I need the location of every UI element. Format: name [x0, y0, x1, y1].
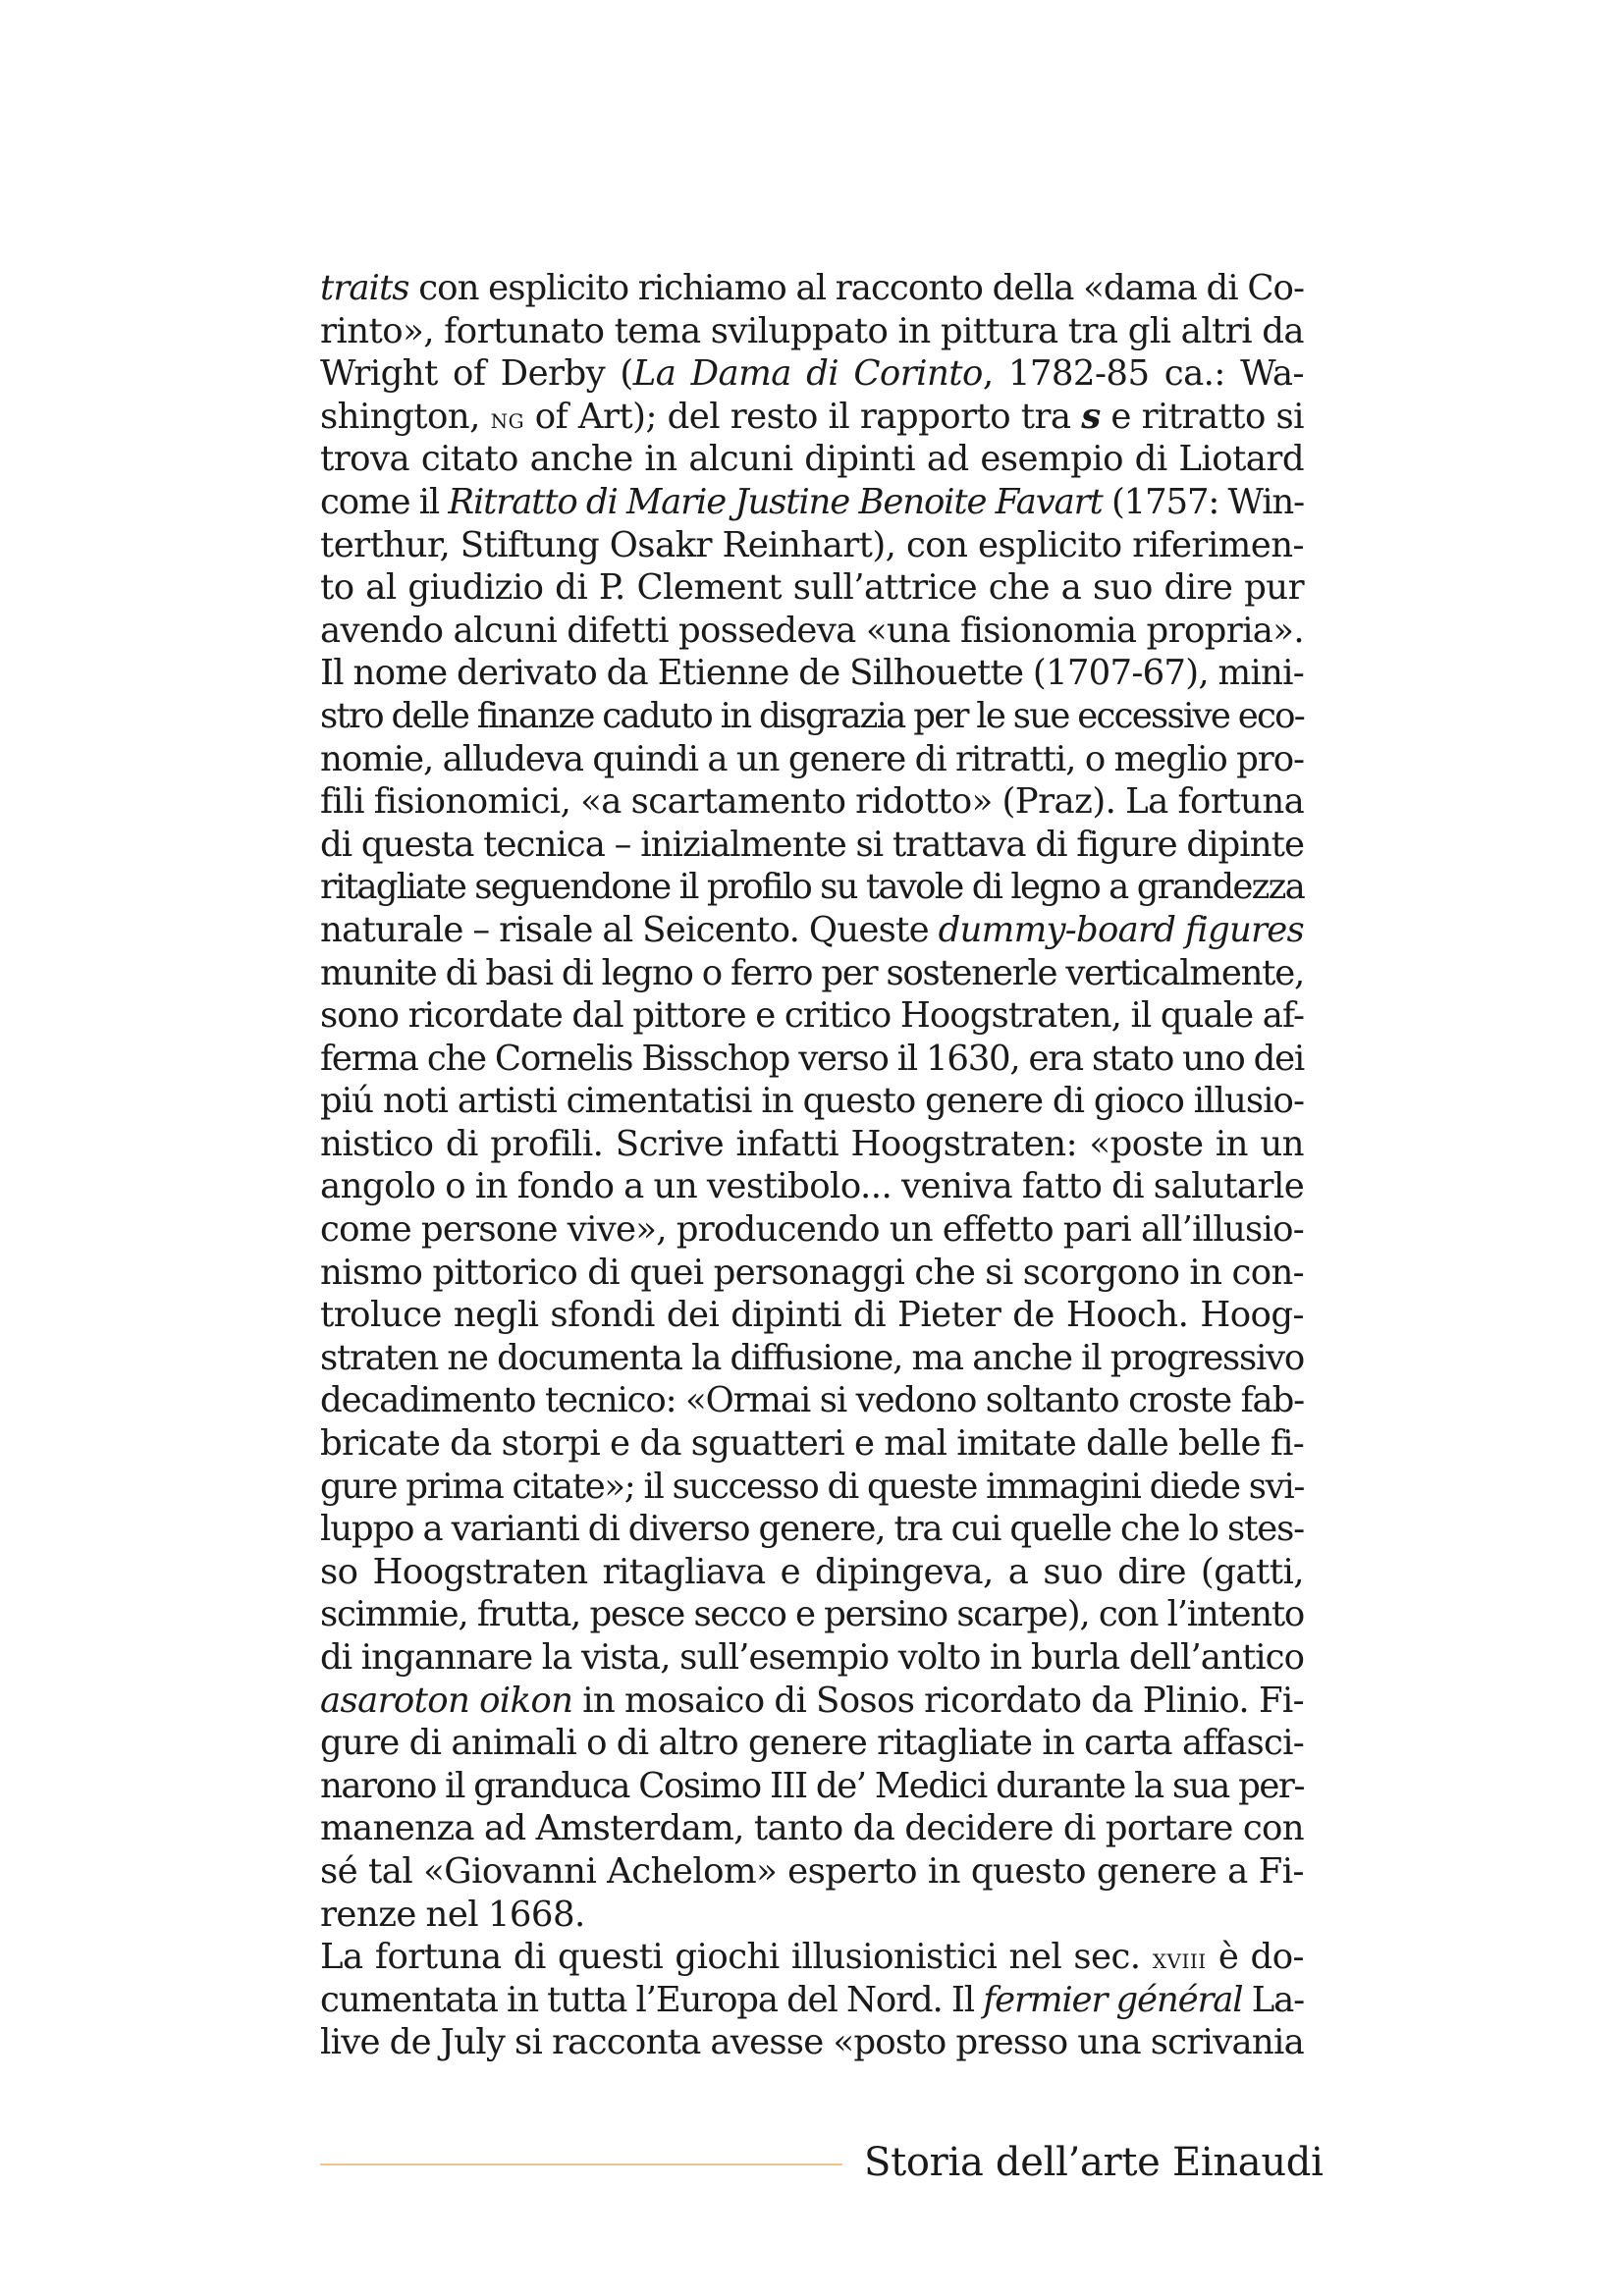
text-segment: of Art); del resto il rapporto tra [524, 396, 1082, 437]
text-segment: ritagliate seguendone il profilo su tavole di legno a grandezza [320, 867, 1304, 908]
text-line [320, 1936, 1304, 1979]
text-segment: nomie, alludeva quindi a un genere di ritratti, o meglio pro- [320, 738, 1304, 779]
text-segment: stro delle finanze caduto in disgrazia per le sue eccessive eco- [320, 695, 1304, 736]
footer-publisher-label: Storia dell’arte Einaudi [864, 2140, 1324, 2185]
text-segment: sono ricordate dal pittore e critico Hoogstraten, il quale af- [320, 995, 1304, 1037]
text-segment: avendo alcuni difetti possedeva «una fisionomia propria». [320, 610, 1304, 651]
text-segment: come il [320, 481, 449, 522]
bold-italic-text: s [1081, 396, 1101, 437]
text-segment: narono il granduca Cosimo III de’ Medici durante la sua per- [320, 1765, 1304, 1806]
body-text [320, 267, 1304, 2064]
text-line [320, 524, 1304, 567]
text-line [320, 652, 1304, 695]
text-segment: scimmie, frutta, pesce secco e persino scarpe), con l’intento [320, 1594, 1304, 1635]
text-line [320, 310, 1304, 353]
text-segment: bricate da storpi e da sguatteri e mal imitate dalle belle fi- [320, 1423, 1304, 1465]
text-line [320, 909, 1304, 952]
text-line [320, 866, 1304, 909]
text-segment: to al giudizio di P. Clement sull’attrice che a suo dire pur [320, 567, 1304, 609]
text-segment: è do- [1206, 1937, 1304, 1978]
text-segment: renze nel 1668. [320, 1894, 585, 1935]
text-segment: Wright of Derby ( [320, 353, 633, 395]
text-line [320, 1894, 1304, 1937]
text-segment: nistico di profili. Scrive infatti Hoogstraten: «poste in un [320, 1123, 1304, 1164]
text-line [320, 1123, 1304, 1166]
text-segment: , 1782-85 ca.: Wa- [982, 353, 1304, 395]
text-line [320, 994, 1304, 1038]
text-segment: trova citato anche in alcuni dipinti ad esempio di Liotard [320, 439, 1304, 480]
italic-text: traits [320, 268, 409, 308]
text-line [320, 780, 1304, 824]
italic-text: La Dama di Corinto [632, 353, 983, 395]
text-line [320, 1038, 1304, 1081]
text-line [320, 1551, 1304, 1594]
text-line [320, 481, 1304, 524]
text-line [320, 1294, 1304, 1337]
small-caps-text: xviii [1152, 1943, 1207, 1976]
text-segment: La fortuna di questi giochi illusionistici nel sec. [320, 1937, 1153, 1978]
text-line [320, 1337, 1304, 1380]
text-line [320, 1979, 1304, 2022]
text-segment: troluce negli sfondi dei dipinti di Pieter de Hooch. Hoog- [320, 1295, 1304, 1336]
text-segment: di questa tecnica – inizialmente si trattava di figure dipinte [320, 824, 1304, 865]
text-line [320, 1680, 1304, 1723]
text-segment: cumentata in tutta l’Europa del Nord. Il [320, 1979, 984, 2020]
text-segment: La- [1242, 1979, 1304, 2020]
italic-text: fermier général [983, 1979, 1243, 2020]
text-line [320, 1379, 1304, 1422]
text-line [320, 1722, 1304, 1765]
text-segment: gure di animali o di altro genere ritagliate in carta affasci- [320, 1723, 1304, 1764]
text-line [320, 610, 1304, 653]
text-segment: gure prima citate»; il successo di queste immagini diede svi- [320, 1466, 1304, 1507]
text-segment: munite di basi di legno o ferro per sostenerle verticalmente, [320, 952, 1304, 993]
text-line [320, 1508, 1304, 1551]
text-line [320, 566, 1304, 610]
text-segment: con esplicito richiamo al racconto della «dama di Co- [408, 268, 1304, 308]
text-line [320, 1765, 1304, 1808]
text-line [320, 267, 1304, 310]
italic-text: asaroton oikon [320, 1680, 573, 1721]
footer-rule [320, 2163, 842, 2165]
text-segment: piú noti artisti cimentatisi in questo genere di gioco illusio- [320, 1081, 1304, 1122]
text-line [320, 1593, 1304, 1636]
small-caps-text: ng [490, 401, 525, 435]
text-segment: in mosaico di Sosos ricordato da Plinio. Fi- [572, 1680, 1304, 1721]
text-segment: rinto», fortunato tema sviluppato in pittura tra gli altri da [320, 310, 1304, 351]
text-segment: di ingannare la vista, sull’esempio volto in burla dell’antico [320, 1637, 1304, 1678]
text-segment: shington, [320, 396, 491, 437]
text-line [320, 1165, 1304, 1208]
text-segment: luppo a varianti di diverso genere, tra cui quelle che lo stes- [320, 1509, 1304, 1550]
text-segment: straten ne documenta la diffusione, ma anche il progressivo [320, 1337, 1304, 1378]
text-line [320, 1422, 1304, 1466]
text-segment: naturale – risale al Seicento. Queste [320, 909, 939, 950]
text-segment: (1757: Win- [1102, 481, 1304, 522]
text-line [320, 1080, 1304, 1123]
text-segment: decadimento tecnico: «Ormai si vedono soltanto croste fab- [320, 1380, 1304, 1421]
text-line [320, 695, 1304, 738]
text-line [320, 1208, 1304, 1252]
text-segment: so Hoogstraten ritagliava e dipingeva, a suo dire (gatti, [320, 1551, 1304, 1592]
text-line [320, 352, 1304, 396]
text-line [320, 396, 1304, 439]
text-line [320, 1807, 1304, 1850]
text-segment: sé tal «Giovanni Achelom» esperto in questo genere a Fi- [320, 1850, 1304, 1892]
text-line [320, 1466, 1304, 1509]
text-line [320, 952, 1304, 995]
text-line [320, 824, 1304, 867]
text-segment: live de July si racconta avesse «posto presso una scrivania [320, 2022, 1304, 2063]
text-segment: come persone vive», producendo un effetto pari all’illusio- [320, 1209, 1304, 1251]
text-line [320, 438, 1304, 481]
text-segment: angolo o in fondo a un vestibolo... veniva fatto di salutarle [320, 1166, 1305, 1207]
italic-text: Ritratto di Marie Justine Benoite Favart [448, 481, 1103, 522]
text-segment: nismo pittorico di quei personaggi che si scorgono in con- [320, 1252, 1304, 1293]
text-segment: manenza ad Amsterdam, tanto da decidere di portare con [320, 1808, 1304, 1849]
text-line [320, 1636, 1304, 1680]
italic-text: dummy-board figures [938, 909, 1305, 950]
text-line [320, 1850, 1304, 1894]
text-line [320, 738, 1304, 781]
text-line [320, 2021, 1304, 2064]
text-segment: ferma che Cornelis Bisschop verso il 1630, era stato uno dei [320, 1038, 1304, 1079]
text-segment: Il nome derivato da Etienne de Silhouette (1707-67), mini- [320, 653, 1304, 694]
text-segment: fili fisionomici, «a scartamento ridotto» (Praz). La fortuna [320, 781, 1305, 823]
text-line [320, 1252, 1304, 1295]
text-segment: e ritratto si [1100, 396, 1304, 437]
text-segment: terthur, Stiftung Osakr Reinhart), con esplicito riferimen- [320, 524, 1304, 565]
